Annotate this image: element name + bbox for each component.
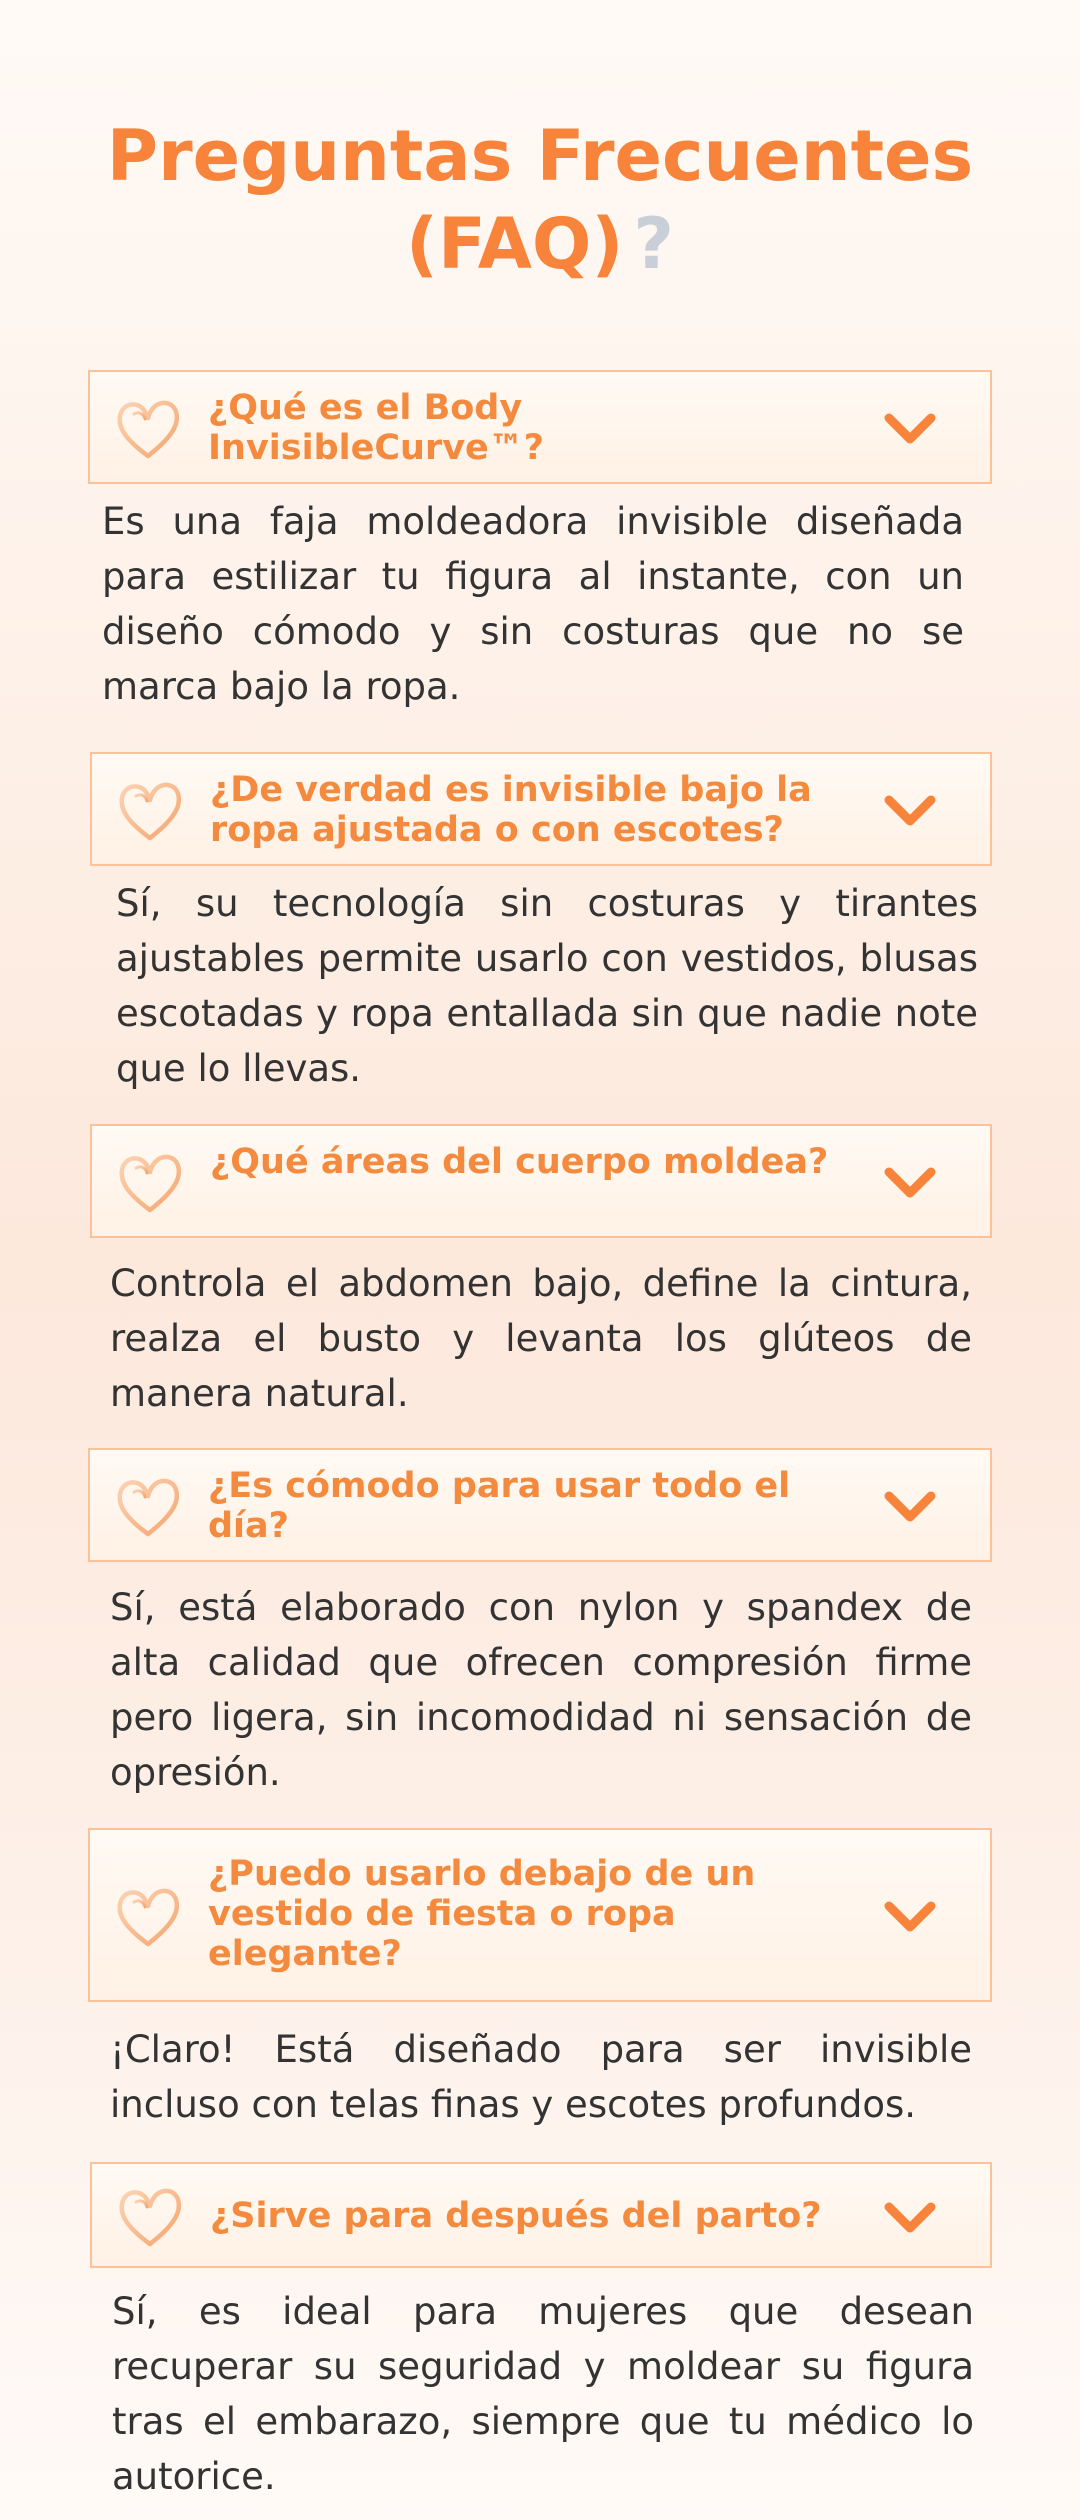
faq-question: ¿De verdad es invisible bajo la ropa ajustada o con escotes? bbox=[210, 770, 812, 850]
faq-item-1-header[interactable] bbox=[88, 370, 992, 484]
faq-item-4-header[interactable] bbox=[88, 1448, 992, 1562]
chevron-down-icon[interactable] bbox=[882, 411, 938, 447]
heart-icon bbox=[114, 1148, 186, 1218]
faq-question: ¿Qué es el Body InvisibleCurve™? bbox=[208, 388, 545, 468]
faq-item-2-header[interactable] bbox=[90, 752, 992, 866]
chevron-down-icon[interactable] bbox=[882, 1899, 938, 1935]
faq-answer: Sí, su tecnología sin costuras y tirantes ajustables permite usarlo con vestidos, blusas escotadas y ropa entallada sin que nadie note que lo llevas. bbox=[116, 882, 978, 1090]
faq-answer: Sí, es ideal para mujeres que desean recuperar su seguridad y moldear su figura tras el embarazo, siempre que tu médico lo autorice. bbox=[112, 2290, 974, 2498]
faq-question: ¿Qué áreas del cuerpo moldea? bbox=[210, 1142, 829, 1182]
heart-icon bbox=[112, 1882, 184, 1952]
chevron-down-icon[interactable] bbox=[882, 1489, 938, 1525]
heart-icon bbox=[114, 776, 186, 846]
faq-question: ¿Sirve para después del parto? bbox=[210, 2196, 822, 2236]
faq-answer: Sí, está elaborado con nylon y spandex de alta calidad que ofrecen compresión firme pero ligera, sin incomodidad ni sensación de opresión. bbox=[110, 1586, 972, 1794]
faq-answer: ¡Claro! Está diseñado para ser invisible incluso con telas finas y escotes profundos. bbox=[110, 2028, 972, 2126]
faq-question: ¿Es cómodo para usar todo el día? bbox=[208, 1466, 791, 1546]
heart-icon bbox=[114, 2182, 186, 2252]
chevron-down-icon[interactable] bbox=[882, 1165, 938, 1201]
chevron-down-icon[interactable] bbox=[882, 2200, 938, 2236]
faq-item-6-header[interactable] bbox=[90, 2162, 992, 2268]
faq-question: ¿Puedo usarlo debajo de un vestido de fiesta o ropa elegante? bbox=[208, 1854, 756, 1974]
faq-item-5-header[interactable] bbox=[88, 1828, 992, 2002]
question-mark-icon: ? bbox=[633, 203, 675, 285]
faq-answer: Es una faja moldeadora invisible diseñada para estilizar tu figura al instante, con un diseño cómodo y sin costuras que no se marca bajo la ropa. bbox=[102, 500, 964, 708]
chevron-down-icon[interactable] bbox=[882, 793, 938, 829]
faq-answer: Controla el abdomen bajo, define la cintura, realza el busto y levanta los glúteos de manera natural. bbox=[110, 1262, 972, 1415]
heart-icon bbox=[112, 1472, 184, 1542]
page-title-text: Preguntas Frecuentes (FAQ) bbox=[106, 115, 974, 285]
faq-item-3-header[interactable] bbox=[90, 1124, 992, 1238]
heart-icon bbox=[112, 394, 184, 464]
page-title bbox=[0, 112, 1080, 288]
